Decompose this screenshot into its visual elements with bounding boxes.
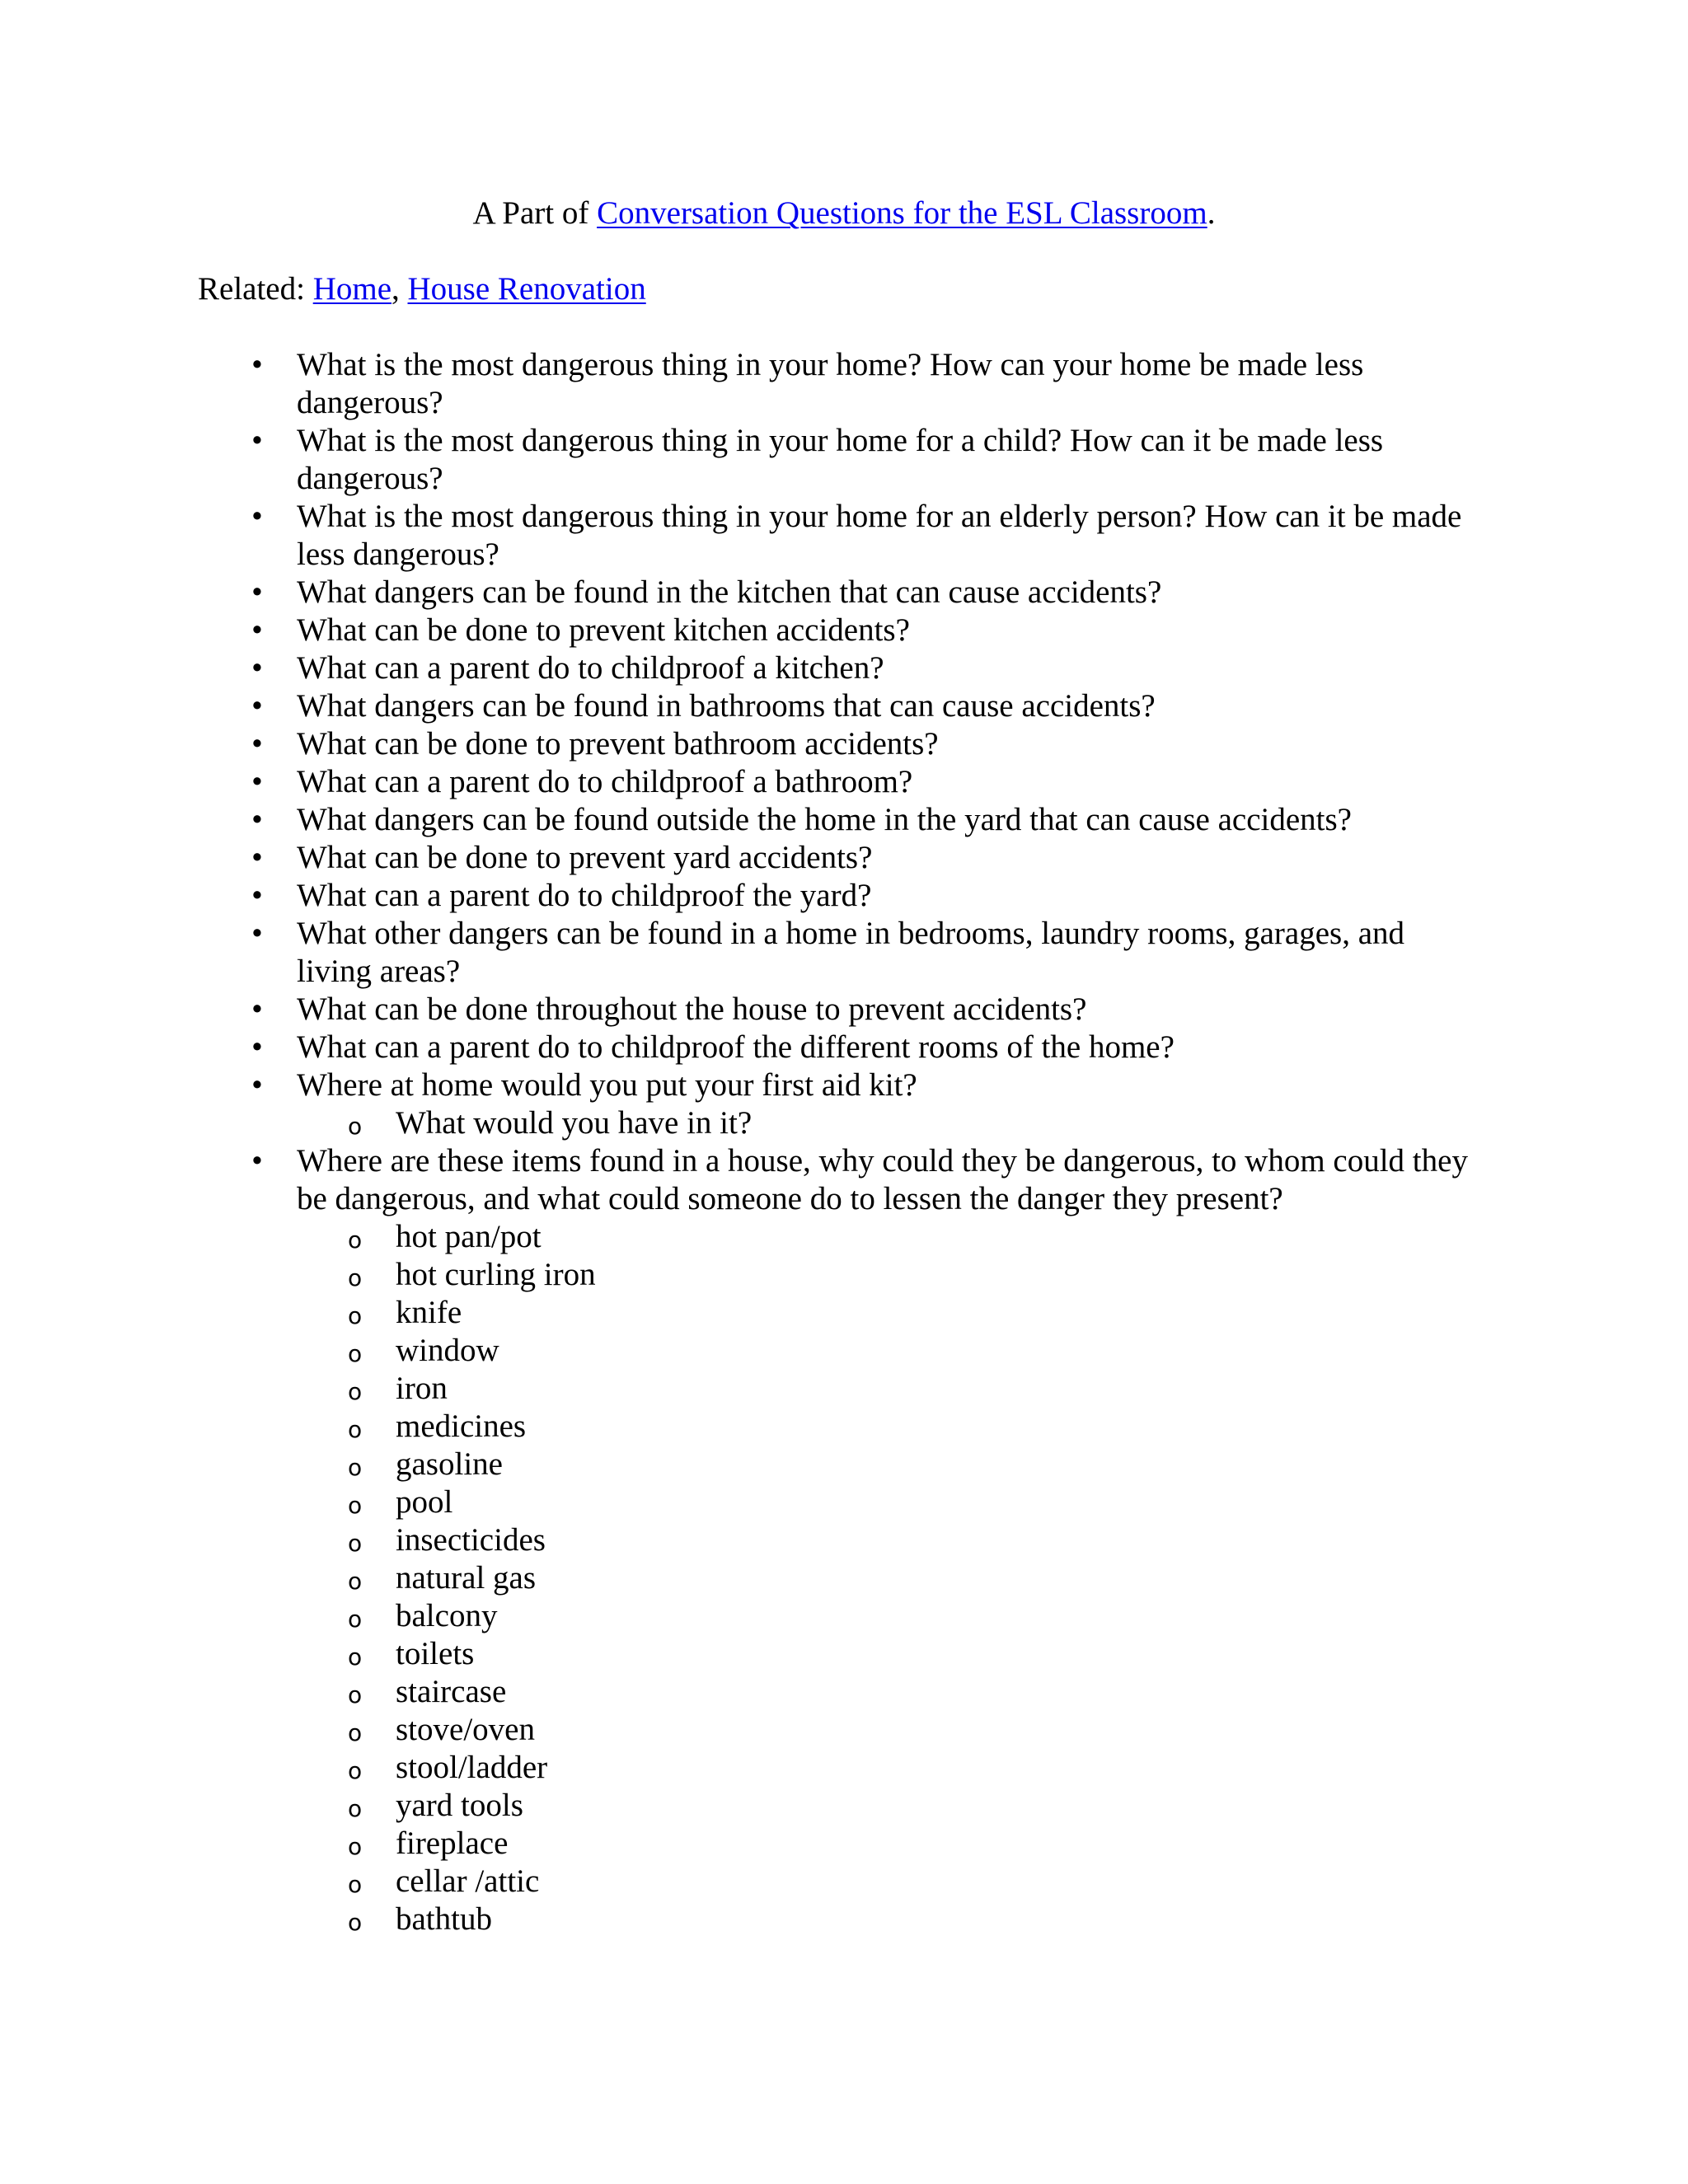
household-item-text: medicines	[396, 1408, 527, 1444]
question-item	[198, 498, 1484, 574]
household-item	[297, 1900, 1484, 1938]
circle-bullet-icon: o	[348, 1302, 363, 1329]
question-text: What can a parent do to childproof a bathroom?	[297, 764, 913, 799]
bullet-icon: •	[251, 347, 263, 382]
household-item-text: fireplace	[396, 1825, 509, 1861]
household-item	[297, 1483, 1484, 1521]
bullet-icon: •	[251, 878, 263, 913]
household-item	[297, 1521, 1484, 1559]
circle-bullet-icon: o	[348, 1264, 363, 1291]
question-text: What can be done to prevent bathroom accidents?	[297, 726, 939, 762]
question-text: What can a parent do to childproof the different rooms of the home?	[297, 1029, 1175, 1065]
question-item	[198, 801, 1484, 839]
question-text: What can be done to prevent kitchen accidents?	[297, 612, 910, 648]
circle-bullet-icon: o	[348, 1643, 363, 1671]
question-item	[198, 687, 1484, 725]
household-item-text: insecticides	[396, 1522, 546, 1558]
household-item-text: pool	[396, 1484, 453, 1520]
circle-bullet-icon: o	[348, 1416, 363, 1443]
question-item	[198, 1029, 1484, 1066]
household-items-list	[297, 1218, 1484, 1938]
question-item-items	[198, 1142, 1484, 1938]
household-item	[297, 1863, 1484, 1900]
household-item	[297, 1711, 1484, 1749]
household-item	[297, 1559, 1484, 1597]
circle-bullet-icon: o	[348, 1378, 363, 1405]
question-item	[198, 763, 1484, 801]
household-item	[297, 1597, 1484, 1635]
related-link-home[interactable]: Home	[312, 271, 392, 307]
question-text: What can a parent do to childproof the yard?	[297, 878, 872, 913]
sub-question-item	[297, 1104, 1484, 1142]
bullet-icon: •	[251, 499, 263, 534]
bullet-icon: •	[251, 726, 263, 762]
household-item-text: iron	[396, 1371, 448, 1406]
question-text: What dangers can be found in bathrooms that can cause accidents?	[297, 688, 1156, 724]
bullet-icon: •	[251, 423, 263, 458]
household-item	[297, 1787, 1484, 1825]
household-item-text: hot curling iron	[396, 1257, 596, 1292]
bullet-icon: •	[251, 1067, 263, 1103]
question-text: What dangers can be found in the kitchen that can cause accidents?	[297, 574, 1162, 610]
question-text: Where at home would you put your first aid kit?	[297, 1067, 917, 1103]
bullet-icon: •	[251, 574, 263, 610]
circle-bullet-icon: o	[348, 1757, 363, 1784]
household-item-text: staircase	[396, 1674, 507, 1709]
first-aid-sublist	[297, 1104, 1484, 1142]
question-text: What can be done throughout the house to prevent accidents?	[297, 991, 1087, 1027]
question-item	[198, 649, 1484, 687]
household-item-text: toilets	[396, 1636, 475, 1671]
question-item	[198, 877, 1484, 915]
circle-bullet-icon: o	[348, 1833, 363, 1860]
bullet-icon: •	[251, 1029, 263, 1065]
bullet-icon: •	[251, 764, 263, 799]
circle-bullet-icon: o	[348, 1605, 363, 1633]
household-item	[297, 1218, 1484, 1256]
circle-bullet-icon: o	[348, 1454, 363, 1481]
household-item	[297, 1673, 1484, 1711]
question-item	[198, 915, 1484, 991]
household-item	[297, 1446, 1484, 1483]
intro-line	[0, 194, 1688, 232]
circle-bullet-icon: o	[348, 1719, 363, 1746]
bullet-icon: •	[251, 650, 263, 686]
household-item-text: knife	[396, 1295, 462, 1330]
circle-bullet-icon: o	[348, 1568, 363, 1595]
household-item-text: hot pan/pot	[396, 1219, 542, 1254]
question-text: What dangers can be found outside the home in the yard that can cause accidents?	[297, 802, 1352, 837]
household-item-text: stool/ladder	[396, 1750, 548, 1785]
question-text: What is the most dangerous thing in your home? How can your home be made less dangerous?	[297, 347, 1364, 420]
sub-question-text: What would you have in it?	[396, 1105, 753, 1141]
circle-bullet-icon: o	[348, 1681, 363, 1708]
household-item	[297, 1635, 1484, 1673]
bullet-icon: •	[251, 802, 263, 837]
circle-bullet-icon: o	[348, 1113, 363, 1140]
bullet-icon: •	[251, 991, 263, 1027]
intro-prefix: A Part of	[472, 195, 598, 231]
circle-bullet-icon: o	[348, 1340, 363, 1367]
question-text: What can a parent do to childproof a kitchen?	[297, 650, 884, 686]
related-line	[198, 270, 646, 308]
bullet-icon: •	[251, 840, 263, 875]
circle-bullet-icon: o	[348, 1492, 363, 1519]
household-item	[297, 1294, 1484, 1332]
question-text: What is the most dangerous thing in your home for a child? How can it be made less dangerous?	[297, 423, 1384, 496]
question-text: What other dangers can be found in a home in bedrooms, laundry rooms, garages, and living areas?	[297, 916, 1405, 989]
household-item	[297, 1749, 1484, 1787]
question-item	[198, 574, 1484, 612]
household-item-text: yard tools	[396, 1788, 523, 1823]
household-item-text: gasoline	[396, 1446, 503, 1482]
circle-bullet-icon: o	[348, 1909, 363, 1936]
question-item	[198, 725, 1484, 763]
related-separator: ,	[392, 271, 408, 307]
question-text: Where are these items found in a house, why could they be dangerous, to whom could they be dangerous, and what could someone do to lessen the danger they present?	[297, 1143, 1468, 1216]
household-item	[297, 1332, 1484, 1370]
household-item-text: stove/oven	[396, 1712, 535, 1747]
bullet-icon: •	[251, 916, 263, 951]
question-text: What is the most dangerous thing in your home for an elderly person? How can it be made less dangerous?	[297, 499, 1462, 572]
question-item	[198, 991, 1484, 1029]
household-item	[297, 1825, 1484, 1863]
question-list	[198, 346, 1484, 1938]
household-item-text: natural gas	[396, 1560, 537, 1596]
question-item-first-aid	[198, 1066, 1484, 1142]
question-item	[198, 346, 1484, 422]
household-item-text: cellar /attic	[396, 1863, 540, 1899]
question-text: What can be done to prevent yard accidents?	[297, 840, 873, 875]
circle-bullet-icon: o	[348, 1795, 363, 1822]
intro-suffix: .	[1207, 195, 1216, 231]
bullet-icon: •	[251, 1143, 263, 1179]
related-link-house-renovation[interactable]: House Renovation	[407, 271, 646, 307]
circle-bullet-icon: o	[348, 1226, 363, 1254]
household-item	[297, 1408, 1484, 1446]
bullet-icon: •	[251, 612, 263, 648]
circle-bullet-icon: o	[348, 1871, 363, 1898]
question-item	[198, 839, 1484, 877]
household-item	[297, 1256, 1484, 1294]
household-item-text: bathtub	[396, 1901, 492, 1937]
household-item	[297, 1370, 1484, 1408]
conversation-questions-link[interactable]: Conversation Questions for the ESL Classroom	[597, 195, 1207, 231]
question-item	[198, 422, 1484, 498]
related-label: Related:	[198, 271, 313, 307]
household-item-text: window	[396, 1333, 499, 1368]
bullet-icon: •	[251, 688, 263, 724]
question-item	[198, 612, 1484, 649]
household-item-text: balcony	[396, 1598, 498, 1633]
circle-bullet-icon: o	[348, 1530, 363, 1557]
